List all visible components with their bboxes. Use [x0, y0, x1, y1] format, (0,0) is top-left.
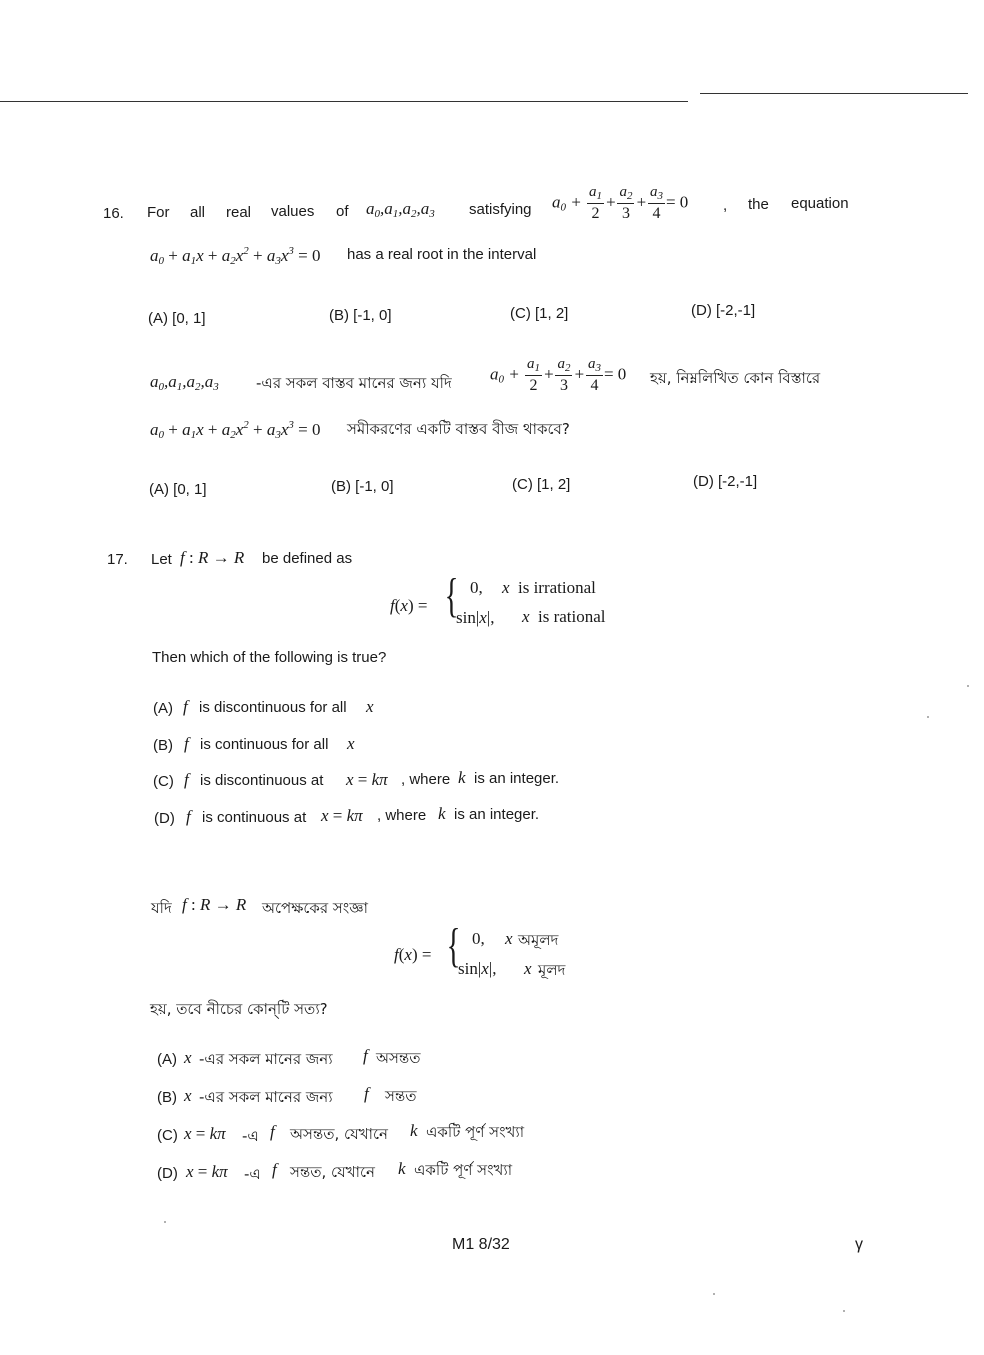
math-x: x — [184, 1086, 192, 1105]
variables-math: $a_0,a_1,a_2,a_3$ — [366, 199, 435, 220]
option-text: is continuous for all — [200, 736, 329, 753]
option-d: (D) [-2,-1] — [691, 302, 756, 319]
let-word: Let — [151, 551, 172, 568]
bn-intro-pre: যদি — [151, 899, 172, 917]
case-2-value: sin|x|, — [456, 608, 495, 627]
option-b: (B) [-1, 0] — [329, 307, 392, 324]
option-text-tail: একটি পূর্ণ সংখ্যা — [414, 1161, 513, 1179]
bn-case-2-condition: মূলদ — [538, 961, 566, 979]
math-k: k — [458, 768, 466, 787]
scan-speck — [713, 1293, 715, 1295]
bn-intro-post: অপেক্ষকের সংজ্ঞা — [262, 899, 368, 917]
bn-option-c: (C) [1, 2] — [512, 476, 571, 493]
option-text-end: সন্তত — [385, 1087, 417, 1105]
bn-piecewise-lhs: f(x) = — [394, 945, 432, 964]
math-x-eq-kpi: x = kπ — [321, 806, 363, 825]
scan-speck — [967, 685, 969, 687]
option-text: -এর সকল মানের জন্য — [199, 1050, 333, 1068]
bn-case-1-condition: অমূলদ — [518, 931, 559, 949]
bn-case-2-var: x — [524, 959, 532, 978]
math-f: f — [270, 1122, 275, 1141]
top-rule-right — [700, 93, 968, 94]
intro-word: real — [226, 204, 252, 221]
option-text-tail: একটি পূর্ণ সংখ্যা — [426, 1123, 525, 1141]
option-text-end: অসন্তত — [376, 1049, 421, 1067]
bn-variables-math: $a_0,a_1,a_2,a_3$ — [150, 372, 219, 393]
question-text: Then which of the following is true? — [152, 649, 387, 666]
equation-word: equation — [791, 195, 849, 212]
option-text-tail: is an integer. — [474, 770, 560, 787]
case-1-value: 0, — [470, 578, 483, 597]
math-x-eq-kpi: x = kπ — [346, 770, 388, 789]
bn-option-b: (B) [-1, 0] — [331, 478, 394, 495]
bn-case-1-var: x — [505, 929, 513, 948]
math-k: k — [438, 804, 446, 823]
option-text: -এ — [244, 1165, 261, 1183]
math-f: f — [184, 770, 189, 789]
question-number: 17. — [107, 551, 128, 568]
bn-option-a: (A) [0, 1] — [149, 481, 207, 498]
intro-word: values — [271, 203, 315, 220]
page-number: M1 8/32 — [452, 1236, 510, 1253]
bn-line2-end: সমীকরণের একটি বাস্তব বীজ থাকবে? — [347, 420, 570, 438]
the-word: the — [748, 196, 769, 213]
math-x: x — [184, 1048, 192, 1067]
math-x-eq-kpi: x = kπ — [186, 1162, 228, 1181]
option-c: (C) [1, 2] — [510, 305, 569, 322]
case-1-condition: is irrational — [518, 578, 596, 597]
option-label: (D) — [157, 1165, 178, 1182]
bn-option-d: (D) [-2,-1] — [693, 473, 758, 490]
intro-word: all — [190, 204, 206, 221]
bn-case-2-value: sin|x|, — [458, 959, 497, 978]
scan-speck — [164, 1221, 166, 1223]
intro-word: of — [336, 203, 349, 220]
bn-function-def-math: f : R → R — [182, 895, 247, 914]
piecewise-lhs: f(x) = — [390, 596, 428, 615]
option-text-where: , where — [377, 807, 427, 824]
case-2-var: x — [522, 607, 530, 626]
option-label: (A) — [157, 1051, 177, 1068]
option-text-where: অসন্তত, যেখানে — [290, 1125, 388, 1143]
bn-condition-math: $a_0$ + $\frac{a_1}{2}$ + $\frac{a_2}{3}$ + $\frac{a_3}{4}$ = 0 — [490, 356, 627, 394]
option-a: (A) [0, 1] — [148, 310, 206, 327]
case-2-condition: is rational — [538, 607, 606, 626]
bn-line1-end: হয়, নিম্নলিখিত কোন বিস্তারে — [650, 369, 821, 387]
bn-line1-mid: -এর সকল বাস্তব মানের জন্য যদি — [256, 374, 452, 392]
math-k: k — [398, 1159, 406, 1178]
bn-case-1-value: 0, — [472, 929, 485, 948]
scan-speck — [927, 716, 929, 718]
option-label: (C) — [153, 773, 174, 790]
intro-word: For — [147, 204, 170, 221]
satisfying-word: satisfying — [469, 201, 532, 218]
option-label: (C) — [157, 1127, 178, 1144]
option-text-where: , where — [401, 771, 451, 788]
case-1-var: x — [502, 578, 510, 597]
option-label: (B) — [157, 1089, 177, 1106]
polynomial-tail: has a real root in the interval — [347, 246, 537, 263]
option-label: (B) — [153, 737, 173, 754]
option-text: -এর সকল মানের জন্য — [199, 1088, 333, 1106]
math-f: f — [364, 1084, 369, 1103]
math-f: f — [184, 734, 189, 753]
comma: , — [723, 197, 728, 214]
option-label: (A) — [153, 700, 173, 717]
condition-math: $a_0$ + $\frac{a_1}{2}$ + $\frac{a_2}{3}$ + $\frac{a_3}{4}$ = 0 — [552, 184, 689, 222]
defined-as: be defined as — [262, 550, 353, 567]
math-x: x — [347, 734, 355, 753]
math-f: f — [272, 1160, 277, 1179]
math-f: f — [183, 697, 188, 716]
question-number: 16. — [103, 205, 124, 222]
scan-speck — [843, 1310, 845, 1312]
option-text: is discontinuous at — [200, 772, 324, 789]
option-text: -এ — [242, 1127, 259, 1145]
math-x-eq-kpi: x = kπ — [184, 1124, 226, 1143]
top-rule-left — [0, 101, 688, 102]
bn-question-text: হয়, তবে নীচের কোন্‌টি সত্য? — [150, 1000, 328, 1018]
left-brace: { — [444, 569, 459, 622]
option-text-where: সন্তত, যেখানে — [290, 1163, 375, 1181]
corner-mark: γ — [855, 1236, 863, 1253]
function-def-math: f : R → R — [180, 548, 245, 567]
bn-left-brace: { — [446, 919, 461, 972]
math-k: k — [410, 1121, 418, 1140]
option-text: is continuous at — [202, 809, 307, 826]
option-text: is discontinuous for all — [199, 699, 347, 716]
math-f: f — [186, 807, 191, 826]
math-x: x — [366, 697, 374, 716]
math-f: f — [363, 1046, 368, 1065]
polynomial-math: $a_0 + a_1x + a_2x^2 + a_3x^3 = 0$ — [150, 245, 321, 267]
option-text-tail: is an integer. — [454, 806, 540, 823]
bn-polynomial-math: $a_0 + a_1x + a_2x^2 + a_3x^3 = 0$ — [150, 419, 321, 441]
option-label: (D) — [154, 810, 175, 827]
